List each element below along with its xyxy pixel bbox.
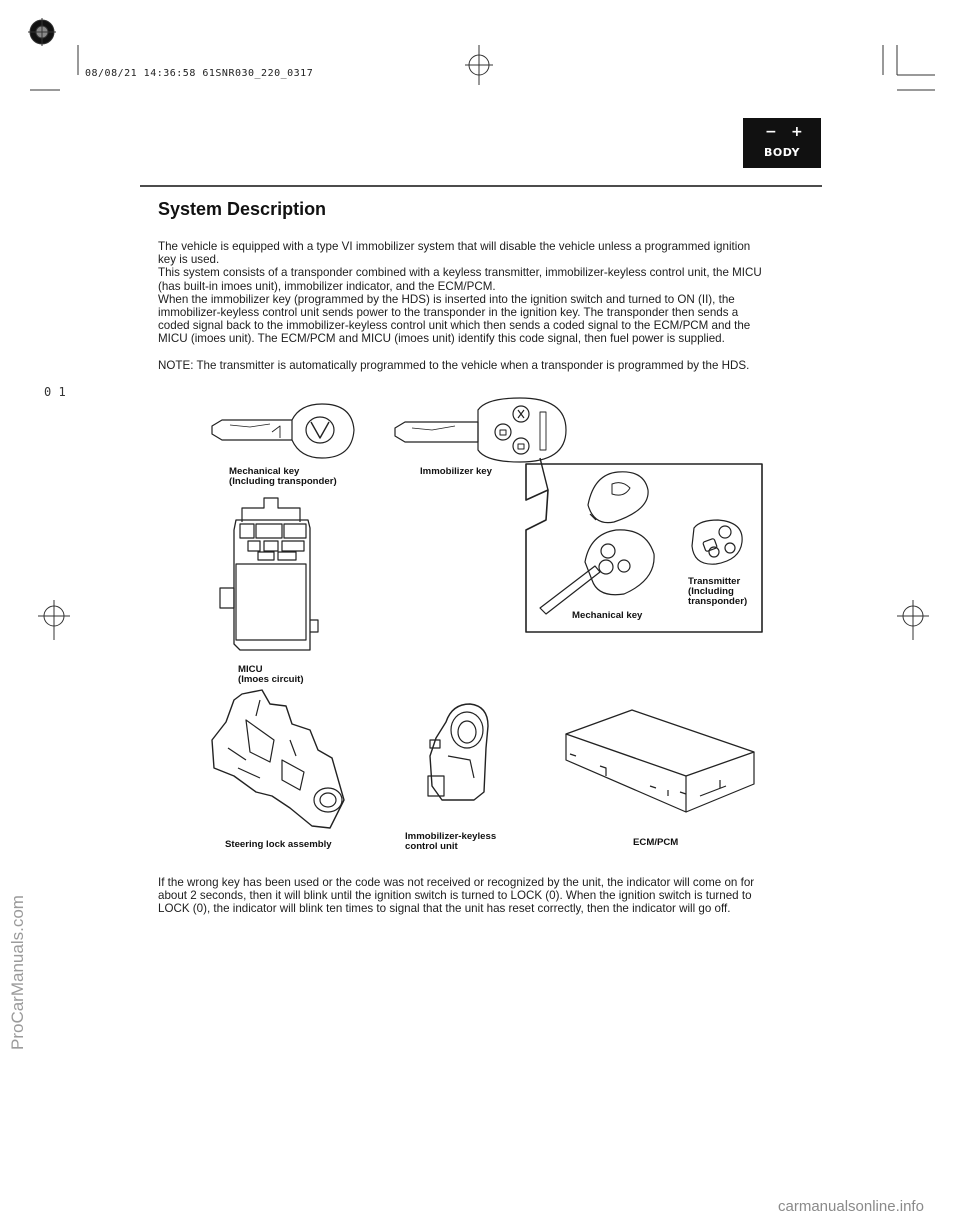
text-line: about 2 seconds, then it will blink until the ignition switch is turned to LOCK (0). When the ignition switch is turned to — [158, 889, 752, 903]
text-line: coded signal back to the immobilizer-keyless control unit which then sends a coded signal to the ECM/PCM and the — [158, 319, 751, 333]
section-badge-label: BODY — [763, 146, 801, 159]
text-line: When the immobilizer key (programmed by the HDS) is inserted into the ignition switch and turned to ON (II), the — [158, 292, 735, 306]
micu-unit-icon — [220, 498, 318, 650]
label-immobilizer-key: Immobilizer key — [420, 466, 492, 477]
plus-sign-icon: + — [791, 124, 803, 140]
watermark-carmanualsonline: carmanualsonline.info — [778, 1198, 924, 1215]
watermark-procarmanuals: ProCarManuals.com — [8, 895, 27, 1050]
label-steering-lock: Steering lock assembly — [225, 839, 332, 850]
label-mechanical-key: Mechanical key (Including transponder) — [229, 466, 337, 487]
text-line: The vehicle is equipped with a type VI immobilizer system that will disable the vehicle unless a programmed ignition — [158, 240, 751, 253]
label-ecm-pcm: ECM/PCM — [633, 837, 679, 848]
ecm-pcm-box-icon — [566, 710, 754, 812]
text-line: LOCK (0), the indicator will blink ten times to signal that the unit has reset correctly, then the indicator will go off. — [158, 902, 731, 916]
page-title: System Description — [158, 199, 327, 219]
label-micu: MICU (Imoes circuit) — [238, 664, 304, 685]
text-line: key is used. — [158, 253, 220, 267]
immobilizer-key-icon — [395, 398, 566, 462]
text-line: This system consists of a transponder combined with a keyless transmitter, immobilizer-keyless control unit, the MICU — [158, 266, 762, 280]
wrong-key-text — [158, 876, 808, 916]
note-text: NOTE: The transmitter is automatically programmed to the vehicle when a transponder is programmed by the HDS. — [158, 358, 750, 372]
text-line: (has built-in imoes unit), immobilizer indicator, and the ECM/PCM. — [158, 279, 496, 293]
text-line: MICU (imoes unit). The ECM/PCM and MICU (imoes unit) identify this code signal, then fuel power is supplied. — [158, 332, 725, 346]
label-mechanical-key-inset: Mechanical key — [572, 610, 643, 621]
side-page-marker: 0 1 — [44, 385, 66, 399]
steering-lock-icon — [212, 690, 344, 828]
mechanical-key-icon — [212, 404, 354, 458]
text-line: If the wrong key has been used or the code was not received or recognized by the unit, the indicator will come on for — [158, 876, 755, 889]
label-immobilizer-control-unit: Immobilizer-keyless control unit — [405, 831, 497, 852]
label-transmitter: Transmitter (Including transponder) — [688, 576, 748, 607]
minus-sign-icon: − — [765, 124, 777, 140]
immobilizer-control-unit-icon — [428, 704, 488, 800]
print-stamp: 08/08/21 14:36:58 61SNR030_220_0317 — [85, 68, 314, 79]
text-line: immobilizer-keyless control unit sends power to the transponder in the ignition key. The transponder then sends a — [158, 306, 739, 320]
